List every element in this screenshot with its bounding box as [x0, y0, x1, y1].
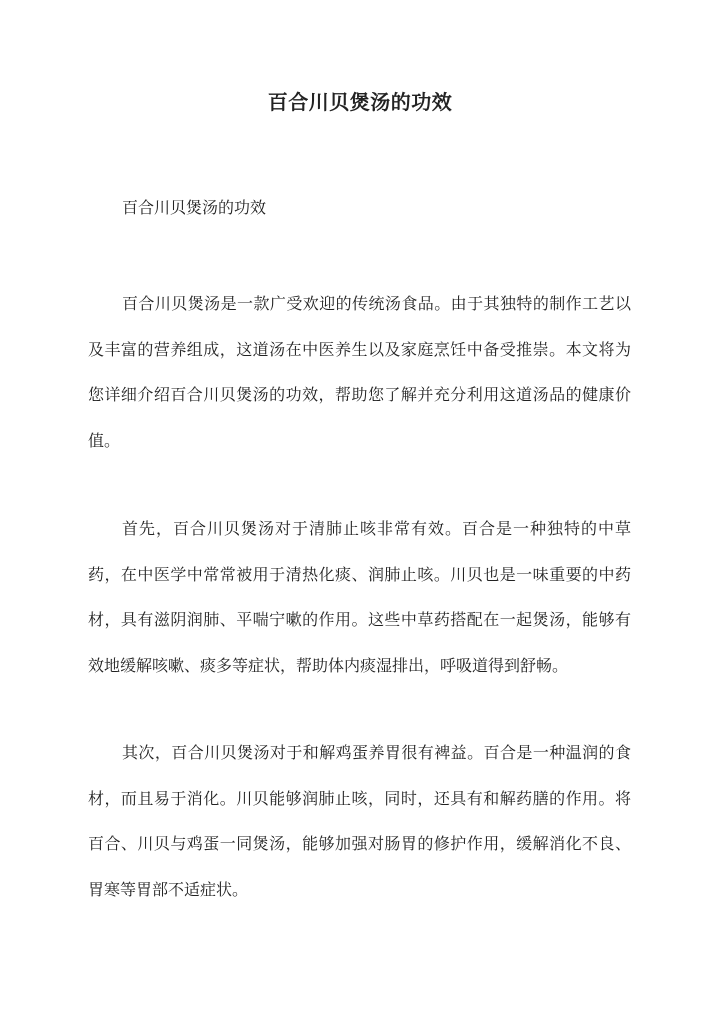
paragraph-stomach: 其次，百合川贝煲汤对于和解鸡蛋养胃很有裨益。百合是一种温润的食材，而且易于消化。川贝能够润肺止咳，同时，还具有和解药膳的作用。将百合、川贝与鸡蛋一同煲汤，能够加强对肠胃的修护作用，缓解消化不良、胃寒等胃部不适症状。 — [88, 743, 631, 899]
document-title: 百合川贝煲汤的功效 — [267, 90, 453, 114]
section-heading: 百合川贝煲汤的功效 — [122, 198, 267, 217]
paragraph-lung-cough: 首先，百合川贝煲汤对于清肺止咳非常有效。百合是一种独特的中草药，在中医学中常常被用于清热化痰、润肺止咳。川贝也是一味重要的中药材，具有滋阴润肺、平喘宁嗽的作用。这些中草药搭配在一起煲汤，能够有效地缓解咳嗽、痰多等症状，帮助体内痰湿排出，呼吸道得到舒畅。 — [88, 519, 631, 675]
paragraph-intro: 百合川贝煲汤是一款广受欢迎的传统汤食品。由于其独特的制作工艺以及丰富的营养组成，这道汤在中医养生以及家庭烹饪中备受推崇。本文将为您详细介绍百合川贝煲汤的功效，帮助您了解并充分利用这道汤品的健康价值。 — [88, 294, 631, 450]
